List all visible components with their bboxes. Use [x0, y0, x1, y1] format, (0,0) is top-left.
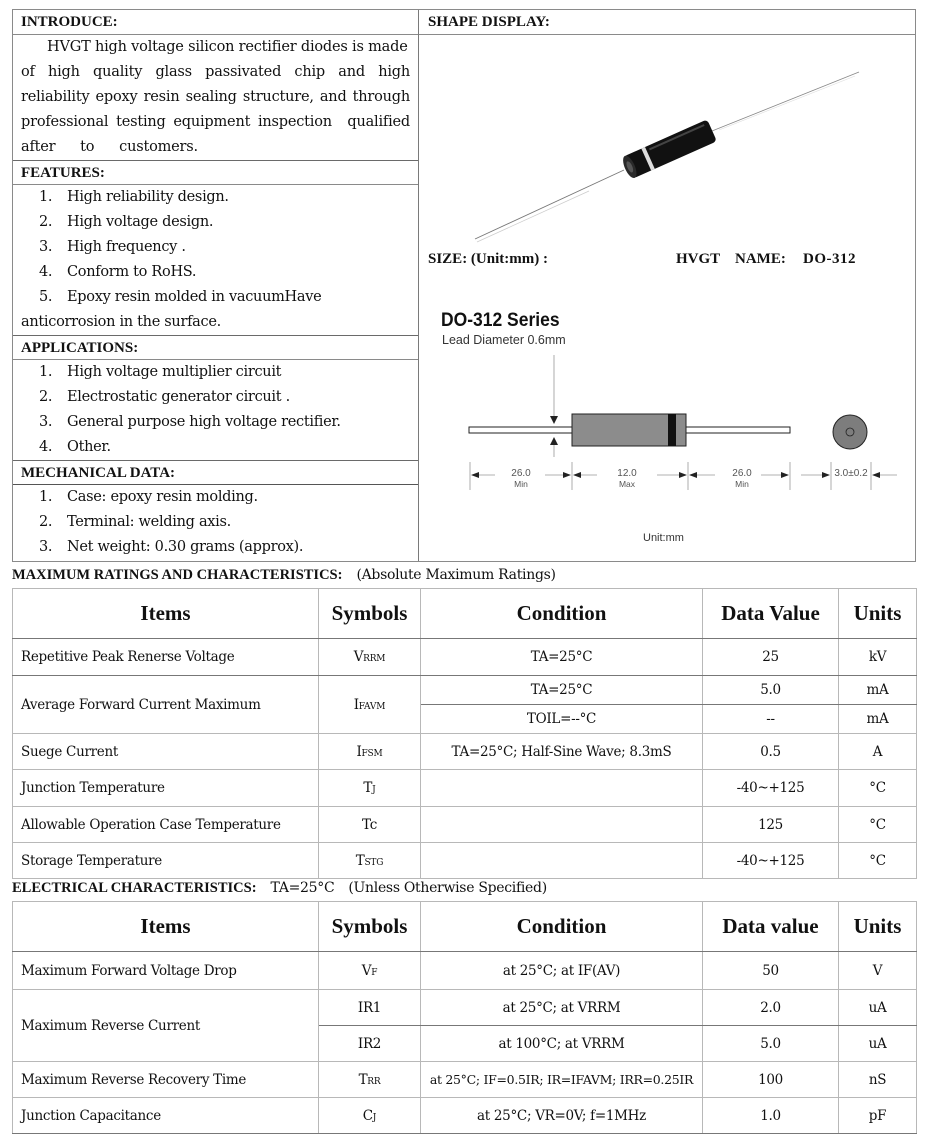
symbol: T — [355, 852, 365, 869]
description-column — [13, 10, 419, 561]
col-header-items: Items — [13, 589, 319, 639]
item-text: High voltage design. — [67, 214, 214, 230]
intro-line: professional testing equipment inspection qualified — [21, 114, 410, 130]
table-row — [13, 770, 917, 807]
condition-cell: TA=25°C; Half-Sine Wave; 8.3mS — [421, 734, 703, 770]
table-row — [13, 990, 917, 1026]
list-item — [13, 385, 418, 410]
value-cell: -40~+125 — [703, 770, 839, 807]
list-item — [13, 410, 418, 435]
item-text: Electrostatic generator circuit . — [67, 389, 290, 405]
item-number: 3. — [39, 239, 53, 255]
col-header-units: Units — [839, 902, 917, 952]
symbol: V — [353, 649, 364, 665]
condition-cell: at 25°C; at IF(AV) — [421, 952, 703, 990]
value-cell: 0.5 — [703, 734, 839, 770]
max-ratings-note: (Absolute Maximum Ratings) — [356, 567, 556, 583]
item-number: 3. — [39, 414, 53, 430]
item-text: Terminal: welding axis. — [67, 514, 231, 530]
condition-cell: at 25°C; VR=0V; f=1MHz — [421, 1098, 703, 1134]
unit-cell: nS — [839, 1062, 917, 1098]
dimension-lead-left — [501, 469, 541, 489]
symbol-cell — [319, 639, 421, 676]
intro-line: reliability epoxy resin sealing structure, and through — [21, 89, 410, 105]
introduce-heading: INTRODUCE: — [13, 10, 418, 35]
list-item — [13, 510, 418, 535]
dim-note: Min — [735, 479, 749, 489]
dim-value: 3.0±0.2 — [834, 468, 868, 479]
symbol-subscript: RRM — [363, 654, 386, 664]
dim-value: 26.0 — [511, 468, 531, 479]
value-cell: 1.0 — [703, 1098, 839, 1134]
item-number: 4. — [39, 264, 53, 280]
symbol: T — [363, 780, 373, 796]
item-number: 2. — [39, 389, 53, 405]
table-row — [13, 734, 917, 770]
table-row — [13, 639, 917, 676]
dim-value: 26.0 — [732, 468, 752, 479]
symbol-cell — [319, 1098, 421, 1134]
value-cell: -40~+125 — [703, 843, 839, 879]
symbol-subscript: STG — [364, 857, 384, 868]
symbol-subscript: F — [371, 967, 378, 978]
package-name: DO-312 — [803, 251, 856, 267]
condition-cell: TOIL=--°C — [421, 705, 703, 734]
size-label: SIZE: (Unit:mm) : — [428, 251, 548, 267]
value-cell: -- — [703, 705, 839, 734]
electrical-temp: TA=25°C — [270, 880, 335, 896]
mechanical-list — [13, 485, 418, 560]
symbol-cell — [319, 952, 421, 990]
brand-name: HVGT — [676, 251, 721, 267]
symbol: T — [358, 1071, 368, 1088]
symbol-cell — [319, 843, 421, 879]
list-item — [13, 210, 418, 235]
intro-line: after to customers. — [21, 139, 198, 155]
condition-cell — [421, 843, 703, 879]
value-cell: 50 — [703, 952, 839, 990]
symbol-subscript: J — [372, 1112, 377, 1123]
dim-value: 12.0 — [617, 468, 637, 479]
item-text: High frequency . — [67, 239, 186, 255]
electrical-note: (Unless Otherwise Specified) — [348, 880, 547, 896]
applications-heading: APPLICATIONS: — [13, 335, 418, 360]
list-item — [13, 235, 418, 260]
item-cell: Allowable Operation Case Temperature — [13, 807, 319, 843]
condition-cell — [421, 807, 703, 843]
intro-line: HVGT high voltage silicon rectifier diodes is made — [47, 39, 408, 55]
col-header-items: Items — [13, 902, 319, 952]
unit-cell: uA — [839, 990, 917, 1026]
drawing-unit: Unit:mm — [643, 532, 684, 544]
item-cell: Average Forward Current Maximum — [13, 676, 319, 734]
symbol: Tc — [362, 816, 377, 833]
table-row — [13, 676, 917, 705]
list-item — [13, 260, 418, 285]
dimension-body — [607, 469, 647, 489]
list-item-continuation: anticorrosion in the surface. — [21, 314, 221, 330]
item-number: 1. — [39, 364, 53, 380]
list-item — [13, 535, 418, 560]
col-header-symbols: Symbols — [319, 589, 421, 639]
drawing-subtitle: Lead Diameter 0.6mm — [442, 333, 566, 347]
unit-cell: kV — [839, 639, 917, 676]
col-header-symbols: Symbols — [319, 902, 421, 952]
item-number: 2. — [39, 514, 53, 530]
features-heading: FEATURES: — [13, 160, 418, 185]
item-number: 4. — [39, 439, 53, 455]
table-row — [13, 1062, 917, 1098]
name-label: NAME: — [735, 251, 786, 267]
symbol: C — [362, 1107, 373, 1124]
condition-cell: TA=25°C — [421, 676, 703, 705]
unit-cell: mA — [839, 705, 917, 734]
symbol-cell: IR1 — [319, 990, 421, 1026]
dim-note: Max — [618, 479, 636, 489]
item-text: General purpose high voltage rectifier. — [67, 414, 341, 430]
symbol-subscript: RR — [367, 1076, 381, 1087]
mechanical-heading: MECHANICAL DATA: — [13, 460, 418, 485]
symbol-subscript: J — [372, 785, 376, 795]
condition-cell: at 25°C; at VRRM — [421, 990, 703, 1026]
item-cell: Junction Capacitance — [13, 1098, 319, 1134]
value-cell: 100 — [703, 1062, 839, 1098]
electrical-table — [12, 901, 917, 1134]
unit-cell: A — [839, 734, 917, 770]
condition-cell: at 25°C; IF=0.5IR; IR=IFAVM; IRR=0.25IR — [421, 1062, 703, 1098]
item-text: Conform to RoHS. — [67, 264, 197, 280]
value-cell: 125 — [703, 807, 839, 843]
symbol-subscript: FSM — [361, 748, 383, 759]
col-header-data-value: Data Value — [703, 589, 839, 639]
list-item — [13, 485, 418, 510]
value-cell: 5.0 — [703, 676, 839, 705]
col-header-condition: Condition — [421, 902, 703, 952]
features-list — [13, 185, 418, 335]
symbol-cell — [319, 734, 421, 770]
electrical-caption — [12, 880, 547, 897]
diode-photo — [419, 36, 916, 246]
table-row — [13, 952, 917, 990]
unit-cell: V — [839, 952, 917, 990]
col-header-condition: Condition — [421, 589, 703, 639]
list-item — [13, 435, 418, 460]
symbol-cell — [319, 807, 421, 843]
item-text: Other. — [67, 439, 111, 455]
item-cell: Storage Temperature — [13, 843, 319, 879]
condition-cell — [421, 770, 703, 807]
value-cell: 5.0 — [703, 1026, 839, 1062]
unit-cell: pF — [839, 1098, 917, 1134]
shape-column — [419, 10, 915, 561]
symbol-cell — [319, 1062, 421, 1098]
max-ratings-caption — [12, 567, 556, 584]
product-overview-grid — [12, 9, 916, 562]
unit-cell: °C — [839, 770, 917, 807]
electrical-title: ELECTRICAL CHARACTERISTICS: — [12, 880, 257, 896]
table-row — [13, 843, 917, 879]
condition-cell: TA=25°C — [421, 639, 703, 676]
unit-cell: mA — [839, 676, 917, 705]
item-text: Epoxy resin molded in vacuumHave — [67, 289, 322, 305]
item-text: Net weight: 0.30 grams (approx). — [67, 539, 304, 555]
item-cell: Junction Temperature — [13, 770, 319, 807]
item-number: 1. — [39, 189, 53, 205]
table-row — [13, 807, 917, 843]
symbol: V — [361, 962, 372, 979]
list-item — [13, 285, 418, 310]
item-number: 3. — [39, 539, 53, 555]
symbol-subscript: FAVM — [358, 701, 386, 712]
dimension-drawing — [419, 300, 916, 560]
applications-list — [13, 360, 418, 460]
symbol: I — [353, 696, 359, 713]
shape-display-heading: SHAPE DISPLAY: — [419, 10, 915, 35]
symbol-cell: IR2 — [319, 1026, 421, 1062]
dimension-diameter — [829, 469, 873, 479]
item-text: Case: epoxy resin molding. — [67, 489, 258, 505]
col-header-data-value: Data value — [703, 902, 839, 952]
item-text: High reliability design. — [67, 189, 229, 205]
item-number: 2. — [39, 214, 53, 230]
max-ratings-title: MAXIMUM RATINGS AND CHARACTERISTICS: — [12, 567, 343, 583]
dim-note: Min — [514, 479, 528, 489]
symbol-cell — [319, 770, 421, 807]
col-header-units: Units — [839, 589, 917, 639]
unit-cell: °C — [839, 843, 917, 879]
item-text: High voltage multiplier circuit — [67, 364, 282, 380]
symbol: I — [356, 743, 362, 760]
list-item — [13, 185, 418, 210]
item-number: 5. — [39, 289, 53, 305]
table-header-row — [13, 589, 917, 639]
unit-cell: °C — [839, 807, 917, 843]
max-ratings-table — [12, 588, 917, 879]
unit-cell: uA — [839, 1026, 917, 1062]
item-cell: Repetitive Peak Renerse Voltage — [13, 639, 319, 676]
item-cell: Maximum Reverse Recovery Time — [13, 1062, 319, 1098]
size-row — [428, 251, 915, 273]
item-cell: Maximum Forward Voltage Drop — [13, 952, 319, 990]
drawing-title: DO-312 Series — [441, 310, 560, 331]
symbol-cell — [319, 676, 421, 734]
list-item — [13, 360, 418, 385]
item-number: 1. — [39, 489, 53, 505]
table-header-row — [13, 902, 917, 952]
package-outline-icon — [419, 300, 916, 560]
dimension-lead-right — [722, 469, 762, 489]
table-row — [13, 1098, 917, 1134]
condition-cell: at 100°C; at VRRM — [421, 1026, 703, 1062]
value-cell: 25 — [703, 639, 839, 676]
value-cell: 2.0 — [703, 990, 839, 1026]
item-cell: Maximum Reverse Current — [13, 990, 319, 1062]
introduce-text — [13, 35, 418, 160]
intro-line: of high quality glass passivated chip and high — [21, 64, 410, 80]
item-cell: Suege Current — [13, 734, 319, 770]
